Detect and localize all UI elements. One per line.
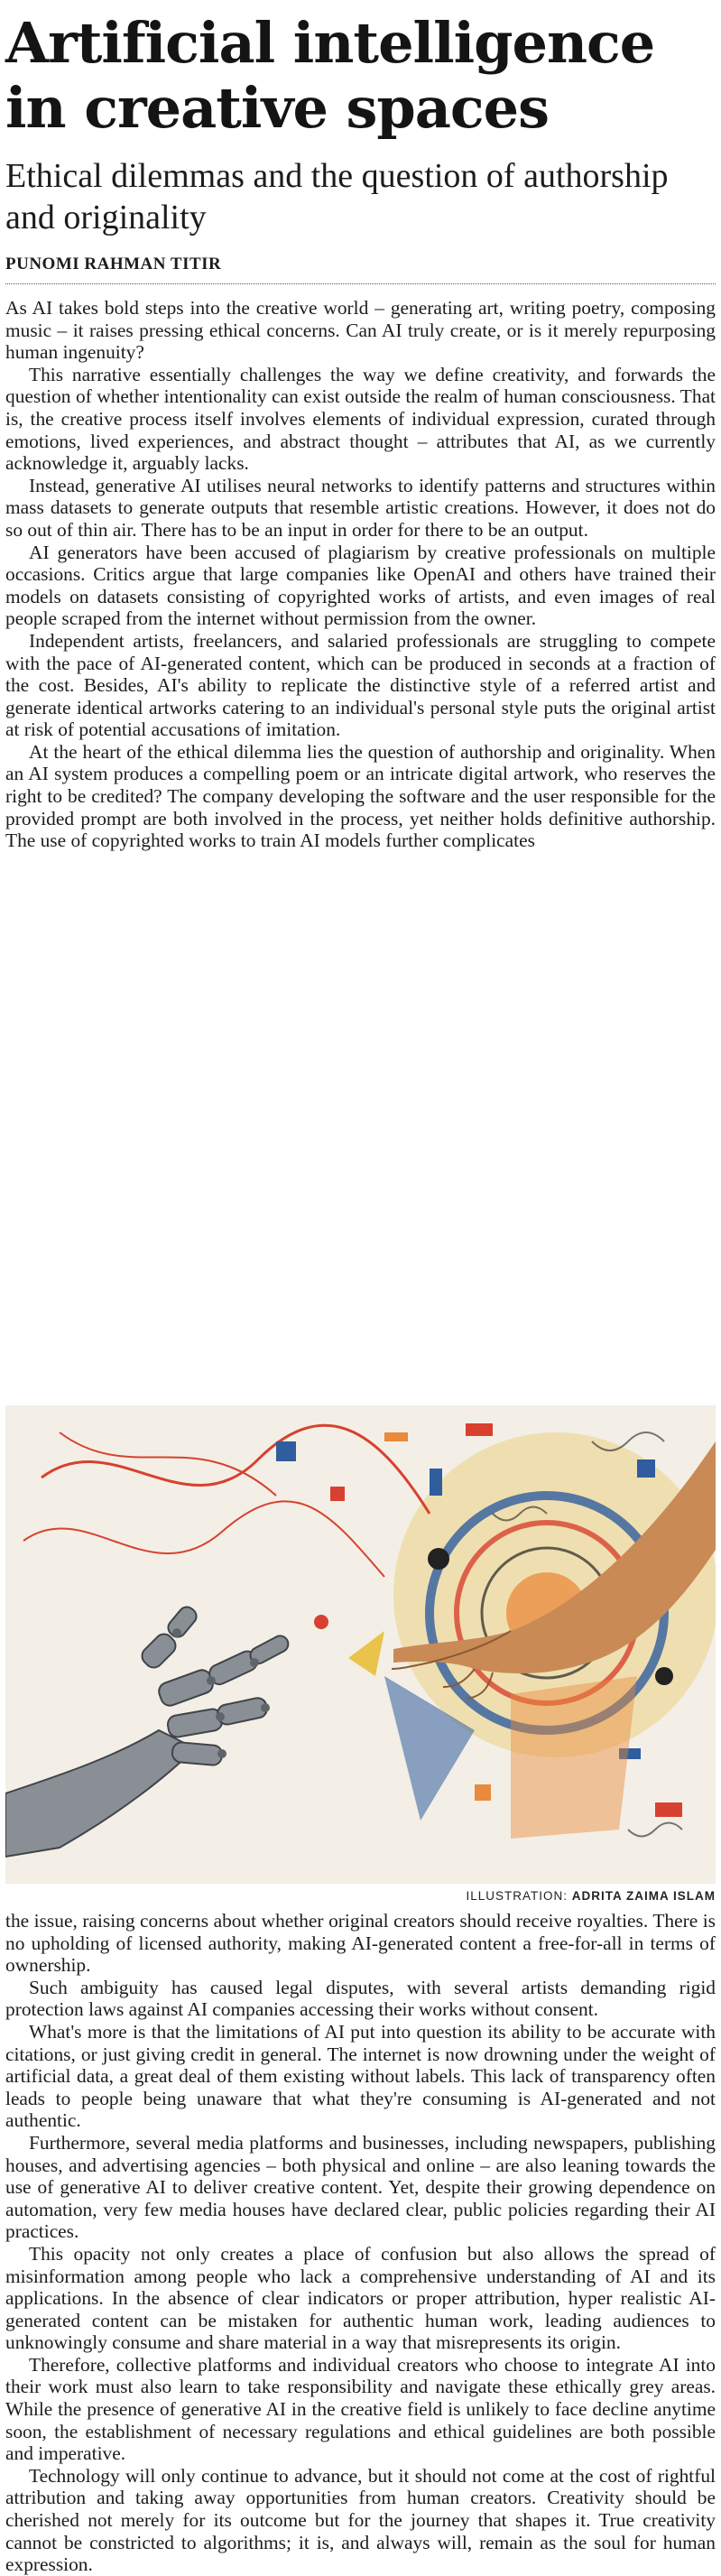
paragraph: Such ambiguity has caused legal disputes, with several artists demanding rigid protection laws against AI companies accessing their works without consent. [5, 1976, 716, 2021]
subheadline: Ethical dilemmas and the question of authorship and originality [5, 157, 669, 236]
article-body-part-1 [5, 297, 716, 1398]
caption-label: ILLUSTRATION: [466, 1889, 568, 1903]
article-illustration [5, 1405, 716, 1884]
headline: Artificial intelligence in creative spaces [5, 10, 655, 141]
paragraph: What's more is that the limitations of AI put into question its ability to be accurate with citations, or just giving credit in general. The internet is now drowning under the weight of artificial data, a great deal of them existing without labels. This lack of transparency often leads to people being unaware that what they're consuming is AI-generated and not authentic. [5, 2020, 716, 2132]
paragraph: At the heart of the ethical dilemma lies the question of authorship and originality. When an AI system produces a compelling poem or an intricate digital artwork, who reserves the right to be credited? The company developing the software and the user responsible for the provided prompt are both involved in the process, yet neither holds definitive authorship. The use of copyrighted works to train AI models further complicates [5, 740, 716, 852]
illustration-caption [5, 1889, 716, 1903]
illustration-artwork [5, 1405, 716, 1884]
caption-credit: ADRITA ZAIMA ISLAM [571, 1889, 716, 1903]
paragraph: This opacity not only creates a place of confusion but also allows the spread of misinformation among people who lack a comprehensive understanding of AI and its applications. In the absence of clear indicators or proper attribution, hyper realistic AI-generated content can be mistaken for authentic human work, leading audiences to unknowingly consume and share material in a way that misrepresents its origin. [5, 2242, 716, 2354]
byline-divider [5, 283, 716, 284]
paragraph: Technology will only continue to advance, but it should not come at the cost of rightful attribution and taking away opportunities from human creators. Creativity should be cherished not merely for its outcome but for the journey that shapes it. True creativity cannot be constricted to algorithms; it is, and always will, remain as the soul for human expression. [5, 2464, 716, 2576]
paragraph: Instead, generative AI utilises neural networks to identify patterns and structures within mass datasets to generate outputs that resemble artistic creations. However, it does not do so out of thin air. There has to be an input in order for there to be an output. [5, 474, 716, 541]
article-body-part-2 [5, 1910, 716, 2576]
paragraph: the issue, raising concerns about whether original creators should receive royalties. There is no upholding of licensed authority, making AI-generated content a free-for-all in terms of ownership. [5, 1910, 716, 1977]
paragraph: Independent artists, freelancers, and salaried professionals are struggling to compete with the pace of AI-generated content, which can be produced in seconds at a fraction of the cost. Besides, AI's ability to replicate the distinctive style of a referred artist and generate identical artworks catering to an individual's personal style puts the original artist at risk of potential accusations of imitation. [5, 629, 716, 741]
paragraph: Therefore, collective platforms and individual creators who choose to integrate AI into their work must also learn to take responsibility and navigate these ethically grey areas. While the presence of generative AI in the creative field is unlikely to face decline anytime soon, the establishment of necessary regulations and ethical guidelines are both possible and imperative. [5, 2353, 716, 2465]
paragraph: Furthermore, several media platforms and businesses, including newspapers, publishing houses, and advertising agencies – both physical and online – are also leaning towards the use of generative AI to deliver creative content. Yet, despite their growing dependence on automation, very few media houses have declared clear, public policies regarding their AI practices. [5, 2131, 716, 2243]
byline: PUNOMI RAHMAN TITIR [5, 255, 222, 273]
paragraph: As AI takes bold steps into the creative world – generating art, writing poetry, composing music – it raises pressing ethical concerns. Can AI truly create, or is it merely repurposing human ingenuity? [5, 297, 716, 364]
paragraph: This narrative essentially challenges the way we define creativity, and forwards the question of whether intentionality can exist outside the realm of human consciousness. That is, the creative process itself involves elements of individual expression, curated through emotions, lived experiences, and abstract thought – attributes that AI, as we currently acknowledge it, arguably lacks. [5, 363, 716, 475]
paragraph: AI generators have been accused of plagiarism by creative professionals on multiple occasions. Critics argue that large companies like OpenAI and others have trained their models on datasets consisting of copyrighted works of artists, and even images of real people scraped from the internet without permission from the owner. [5, 541, 716, 630]
